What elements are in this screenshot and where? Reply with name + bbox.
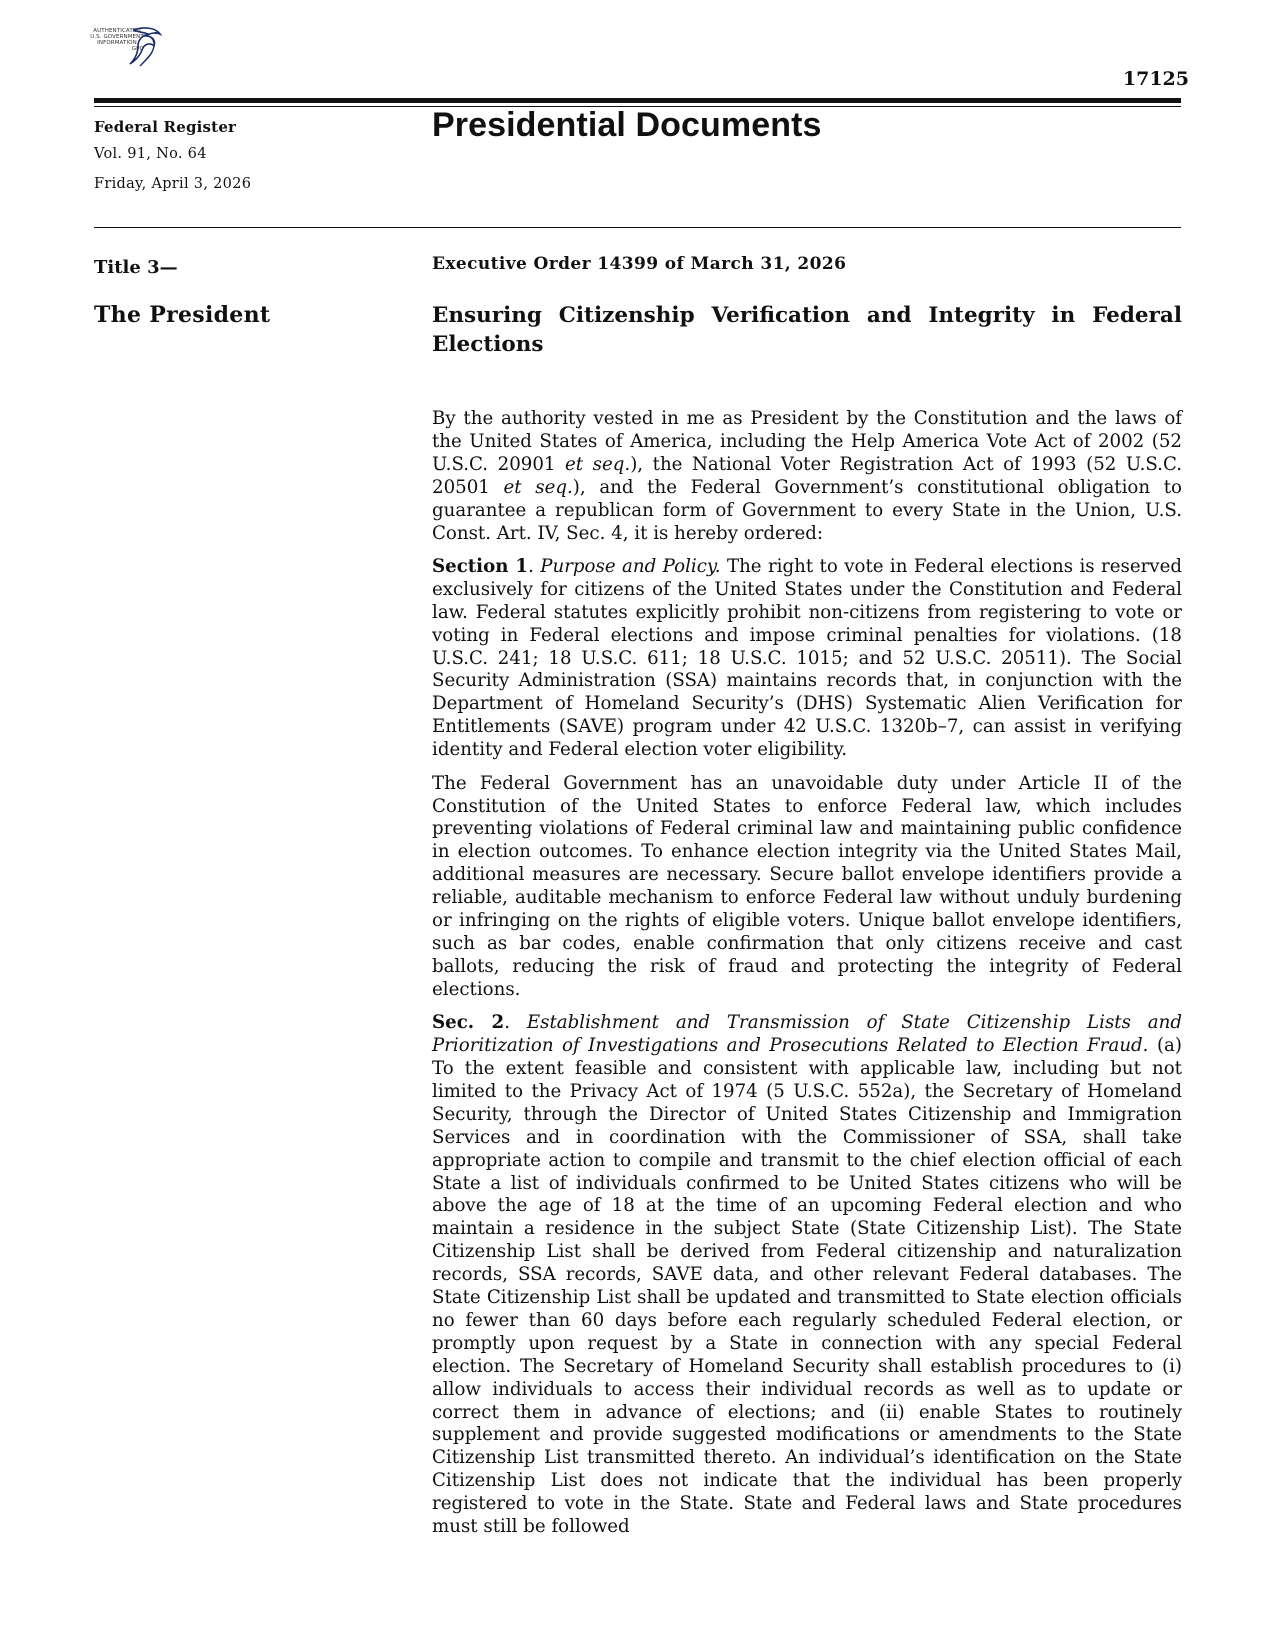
logo-line: INFORMATION bbox=[97, 40, 137, 46]
executive-order-title: Ensuring Citizenship Verification and Integrity in Federal Elections bbox=[432, 303, 1182, 357]
volume-number: Vol. 91, No. 64 bbox=[94, 146, 207, 162]
preamble-text: ), and the Federal Government’s constitutional obligation to guarantee a republican form of Government to every State in the Union, U.S. Const. Art. IV, Sec. 4, it is hereby ordered: bbox=[432, 476, 1183, 544]
gpo-eagle-icon bbox=[126, 24, 166, 68]
preamble-italic: et seq. bbox=[565, 453, 631, 475]
body-paragraph: The Federal Government has an unavoidable duty under Article II of the Constitution of the United States to enforce Federal law, which includes preventing violations of Federal criminal law and maintaining public confidence in election outcomes. To enhance election integrity via the United States Mail, additional measures are necessary. Secure ballot envelope identifiers provide a reliable, auditable mechanism to enforce Federal law without unduly burdening or infringing on the rights of eligible voters. Unique ballot envelope identifiers, such as bar codes, enable confirmation that only citizens receive and cast ballots, reducing the risk of fraud and protecting the integrity of Federal elections. bbox=[432, 772, 1182, 1000]
section-label: Section 1 bbox=[432, 555, 529, 577]
section-separator: . bbox=[504, 1012, 527, 1034]
preamble-paragraph bbox=[432, 408, 1182, 545]
executive-order-number: Executive Order 14399 of March 31, 2026 bbox=[432, 254, 847, 274]
section-label: Sec. 2 bbox=[432, 1012, 505, 1034]
publication-name: Federal Register bbox=[94, 118, 237, 136]
preamble-text: ), the National Voter Registration Act of 1993 (52 U.S.C. 20501 bbox=[432, 453, 1183, 498]
title-subject: The President bbox=[94, 302, 271, 328]
publication-date: Friday, April 3, 2026 bbox=[94, 176, 252, 192]
page-number: 17125 bbox=[1122, 68, 1189, 90]
section-text: (a) To the extent feasible and consistent with applicable law, including but not limited to the Privacy Act of 1974 (5 U.S.C. 552a), the Secretary of Homeland Security, through the Director of United States Citizenship and Immigration Services and in coordination with the Commissioner of SSA, shall take appropriate action to compile and transmit to the chief election official of each State a list of individuals confirmed to be United States citizens who will be above the age of 18 at the time of an upcoming Federal election and who maintain a residence in the subject State (State Citizenship List). The State Citizenship List shall be derived from Federal citizenship and naturalization records, SSA records, SAVE data, and other relevant Federal databases. The State Citizenship List shall be updated and transmitted to State election officials no fewer than 60 days before each regularly scheduled Federal election, or promptly upon request by a State in connection with any special Federal election. The Secretary of Homeland Security shall establish procedures to (i) allow individuals to access their individual records as well as to update or correct them in advance of elections; and (ii) enable States to routinely supplement and provide suggested modifications or amendments to the State Citizenship List transmitted thereto. An individual’s identification on the State Citizenship List does not indicate that the individual has been properly registered to vote in the State. State and Federal laws and State procedures must still be followed bbox=[432, 1035, 1182, 1538]
logo-line: U.S. GOVERNMENT bbox=[90, 34, 144, 40]
section-heading: Purpose and Policy. bbox=[540, 555, 721, 577]
gpo-authentication-logo bbox=[86, 24, 176, 70]
section-separator: . bbox=[528, 555, 541, 577]
preamble-italic: et seq. bbox=[503, 476, 573, 498]
section-1-paragraph bbox=[432, 556, 1182, 762]
masthead-rule bbox=[94, 227, 1181, 228]
section-title: Presidential Documents bbox=[432, 106, 822, 144]
section-2-paragraph bbox=[432, 1012, 1182, 1539]
logo-line: AUTHENTICATED bbox=[93, 28, 141, 34]
section-text: The right to vote in Federal elections is reserved exclusively for citizens of the United States under the Constitution and Federal law. Federal statutes explicitly prohibit non-citizens from registering to vote or voting in Federal elections and impose criminal penalties for violations. (18 U.S.C. 241; 18 U.S.C. 611; 18 U.S.C. 1015; and 52 U.S.C. 20511). The Social Security Administration (SSA) maintains records that, in conjunction with the Department of Homeland Security’s (DHS) Systematic Alien Verification for Entitlements (SAVE) program under 42 U.S.C. 1320b–7, can assist in verifying identity and Federal election voter eligibility. bbox=[432, 555, 1182, 761]
header-rule-thick bbox=[94, 98, 1181, 103]
logo-line: GPO bbox=[131, 46, 144, 52]
document-body bbox=[432, 408, 1182, 1550]
section-heading: Establishment and Transmission of State Citizenship Lists and Prioritization of Investigations and Prosecutions Related to Election Fraud. bbox=[432, 1012, 1182, 1057]
preamble-text: By the authority vested in me as President by the Constitution and the laws of the United States of America, including the Help America Vote Act of 2002 (52 U.S.C. 20901 bbox=[432, 408, 1182, 475]
masthead bbox=[94, 118, 394, 192]
title-label: Title 3— bbox=[94, 257, 178, 278]
